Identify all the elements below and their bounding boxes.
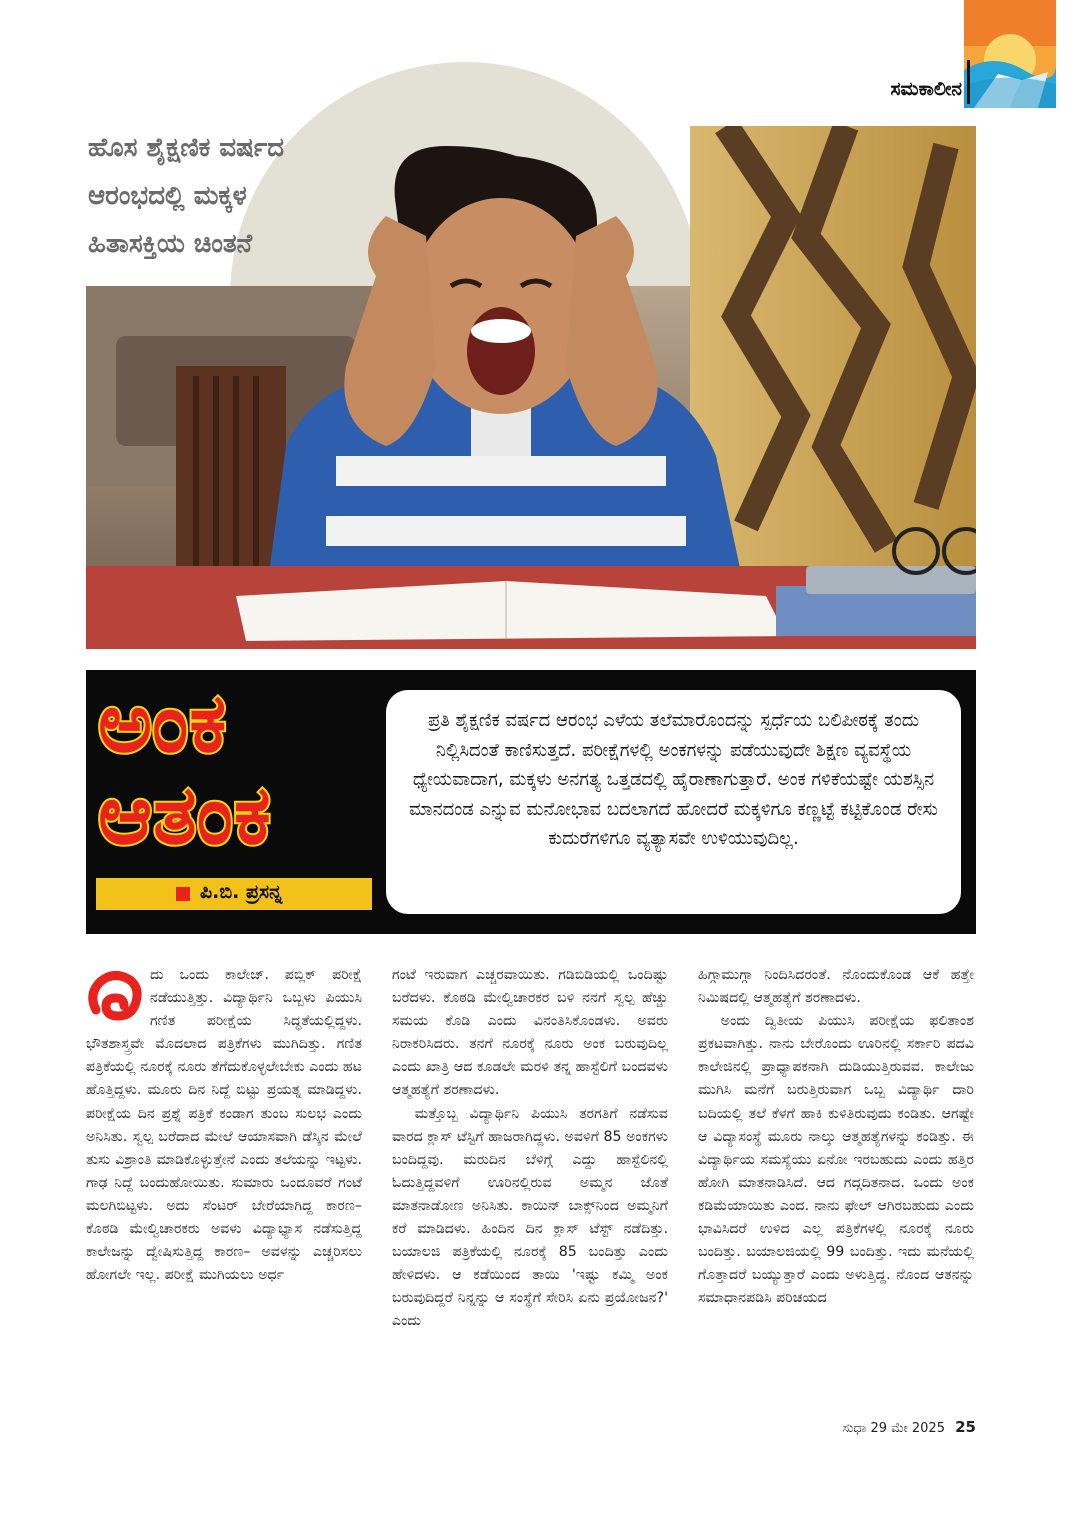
article-teaser: ಪ್ರತಿ ಶೈಕ್ಷಣಿಕ ವರ್ಷದ ಆರಂಭ ಎಳೆಯ ತಲೆಮಾರೊಂದನ್ನು ಸ್ಪರ್ಧೆಯ ಬಲಿಪೀಠಕ್ಕೆ ತಂದು ನಿಲ್ಲಿಸಿದಂತೆ ಕಾಣಿಸುತ್ತದೆ. ಪರೀಕ್ಷೆಗಳಲ್ಲಿ ಅಂಕಗಳನ್ನು ಪಡೆಯುವುದೇ ಶಿಕ್ಷಣ ವ್ಯವಸ್ಥೆಯ ಧ್ಯೇಯವಾದಾಗ, ಮಕ್ಕಳು ಅನಗತ್ಯ ಒತ್ತಡದಲ್ಲಿ ಹೈರಾಣಾಗುತ್ತಾರೆ. ಅಂಕ ಗಳಿಕೆಯಷ್ಟೇ ಯಶಸ್ಸಿನ ಮಾನದಂಡ ಎನ್ನುವ ಮನೋಭಾವ ಬದಲಾಗದೆ ಹೋದರೆ ಮಕ್ಕಳಿಗೂ ಕಣ್ಣಟ್ಟೆ ಕಟ್ಟಿಕೊಂಡ ರೇಸು ಕುದುರೆಗಳಿಗೂ ವ್ಯತ್ಯಾಸವೇ ಉಳಿಯುವುದಿಲ್ಲ. [386, 690, 961, 914]
body-paragraph: ಮತ್ತೊಬ್ಬ ವಿದ್ಯಾರ್ಥಿನಿ ಪಿಯುಸಿ ತರಗತಿಗೆ ನಡೆಸುವ ವಾರದ ಕ್ಲಾಸ್ ಟೆಸ್ಟಿಗೆ ಹಾಜರಾಗಿದ್ದಳು. ಅವಳಿಗೆ 85 ಅಂಕಗಳು ಬಂದಿದ್ದವು. ಮರುದಿನ ಬೆಳಿಗ್ಗೆ ಎದ್ದು ಹಾಸ್ಟೆಲಿನಲ್ಲಿ ಓದುತ್ತಿದ್ದವಳಿಗೆ ಊರಿನಲ್ಲಿರುವ ಅಮ್ಮನ ಜೊತೆ ಮಾತನಾಡೋಣ ಅನಿಸಿತು. ಕಾಯಿನ್ ಬಾಕ್ಸ್‌ನಿಂದ ಅಮ್ಮನಿಗೆ ಕರೆ ಮಾಡಿದಳು. ಹಿಂದಿನ ದಿನ ಕ್ಲಾಸ್ ಟೆಸ್ಟ್ ನಡೆದಿತ್ತು. ಬಯಾಲಜಿ ಪತ್ರಿಕೆಯಲ್ಲಿ ನೂರಕ್ಕೆ 85 ಬಂದಿತ್ತು ಎಂದು ಹೇಳಿದಳು. ಆ ಕಡೆಯಿಂದ ತಾಯಿ 'ಇಷ್ಟು ಕಮ್ಮಿ ಅಂಕ ಬರುವುದಿದ್ದರೆ ನಿನ್ನನ್ನು ಆ ಸಂಸ್ಥೆಗೆ ಸೇರಿಸಿ ಏನು ಪ್ರಯೋಜನ?' ಎಂದು [392, 1105, 668, 1330]
article-headline [98, 678, 378, 862]
byline-bar [96, 878, 372, 910]
headline-banner [86, 670, 976, 934]
page-footer [842, 1418, 976, 1436]
body-paragraph: ಗಂಟೆ ಇರುವಾಗ ಎಚ್ಚರವಾಯಿತು. ಗಡಿಬಿಡಿಯಲ್ಲಿ ಒಂದಿಷ್ಟು ಬರೆದಳು. ಕೊಠಡಿ ಮೇಲ್ವಿಚಾರಕರ ಬಳಿ ನನಗೆ ಸ್ವಲ್ಪ ಹೆಚ್ಚು ಸಮಯ ಕೊಡಿ ಎಂದು ವಿನಂತಿಸಿಕೊಂಡಳು. ಅವರು ನಿರಾಕರಿಸಿದರು. ತನಗೆ ನೂರಕ್ಕೆ ನೂರು ಅಂಕ ಬರುವುದಿಲ್ಲ ಎಂದು ಖಾತ್ರಿ ಆದ ಕೂಡಲೇ ಮರಳಿ ತನ್ನ ಹಾಸ್ಟೆಲಿಗೆ ಬಂದವಳು ಆತ್ಮಹತ್ಯೆಗೆ ಶರಣಾದಳು. [392, 967, 668, 1099]
headline-line-2: ಆತಂಕ [98, 768, 272, 863]
subtitle-line: ಆರಂಭದಲ್ಲಿ ಮಕ್ಕಳ [88, 181, 247, 211]
magazine-logo [964, 0, 1056, 108]
publication-date: ಸುಧಾ 29 ಮೇ 2025 [842, 1421, 945, 1436]
headline-line-1: ಅಂಕ [98, 676, 228, 771]
logo-graphic [964, 0, 1056, 108]
section-label: ಸಮಕಾಲೀನ [846, 78, 962, 100]
page-number: 25 [955, 1418, 976, 1436]
subtitle-line: ಹೊಸ ಶೈಕ್ಷಣಿಕ ವರ್ಷದ [88, 133, 285, 163]
article-body [86, 964, 976, 1394]
article-subtitle [88, 124, 388, 268]
body-paragraph: ದು ಒಂದು ಕಾಲೇಜ್. ಪಬ್ಲಿಕ್ ಪರೀಕ್ಷೆ ನಡೆಯುತ್ತಿತ್ತು. ವಿದ್ಯಾರ್ಥಿನಿ ಒಬ್ಬಳು ಪಿಯುಸಿ ಗಣಿತ ಪರೀಕ್ಷೆಯ ಸಿದ್ಧತೆಯಲ್ಲಿದ್ದಳು. ಭೌತಶಾಸ್ತ್ರವೇ ಮೊದಲಾದ ಪತ್ರಿಕೆಗಳು ಮುಗಿದಿತ್ತು. ಗಣಿತ ಪತ್ರಿಕೆಯಲ್ಲಿ ನೂರಕ್ಕೆ ನೂರು ತೆಗೆದುಕೊಳ್ಳಲೇಬೇಕು ಎಂದು ಹಟ ಹೊತ್ತಿದ್ದಳು. ಮೂರು ದಿನ ನಿದ್ದೆ ಬಿಟ್ಟು ಪ್ರಯತ್ನ ಮಾಡಿದ್ದಳು. ಪರೀಕ್ಷೆಯ ದಿನ ಪ್ರಶ್ನೆ ಪತ್ರಿಕೆ ಕಂಡಾಗ ತುಂಬ ಸುಲಭ ಎಂದು ಅನಿಸಿತು. ಸ್ವಲ್ಪ ಬರೆದಾದ ಮೇಲೆ ಆಯಾಸವಾಗಿ ಡೆಸ್ಕಿನ ಮೇಲೆ ತುಸು ವಿಶ್ರಾಂತಿ ಮಾಡಿಕೊಳ್ಳುತ್ತೇನೆ ಎಂದು ತಲೆಯನ್ನು ಇಟ್ಟಳು. ಗಾಢ ನಿದ್ದೆ ಬಂದುಹೋಯಿತು. ಸುಮಾರು ಒಂದೂವರೆ ಗಂಟೆ ಮಲಗಿಬಿಟ್ಟಳು. ಅದು ಸೆಂಟರ್ ಬೇರೆಯಾಗಿದ್ದ ಕಾರಣ– ಕೊಠಡಿ ಮೇಲ್ವಿಚಾರಕರು ಅವಳು ವಿದ್ಯಾಭ್ಯಾಸ ನಡೆಸುತ್ತಿದ್ದ ಕಾಲೇಜನ್ನು ದ್ವೇಷಿಸುತ್ತಿದ್ದ ಕಾರಣ– ಅವಳನ್ನು ಎಚ್ಚರಿಸಲು ಹೋಗಲೇ ಇಲ್ಲ. ಪರೀಕ್ಷೆ ಮುಗಿಯಲು ಅರ್ಧ [86, 967, 362, 1284]
body-column-2 [392, 964, 668, 1334]
body-paragraph: ಹಿಗ್ಗಾಮುಗ್ಗಾ ನಿಂದಿಸಿದರಂತೆ. ನೊಂದುಕೊಂಡ ಆಕೆ ಹತ್ತೇ ನಿಮಿಷದಲ್ಲಿ ಆತ್ಮಹತ್ಯೆಗೆ ಶರಣಾದಳು. [698, 967, 974, 1007]
body-column-1 [86, 964, 362, 1287]
author-byline: ಪಿ.ಬಿ. ಪ್ರಸನ್ನ [200, 881, 283, 903]
drop-cap-icon [86, 966, 144, 1024]
body-paragraph: ಅಂದು ದ್ವಿತೀಯ ಪಿಯುಸಿ ಪರೀಕ್ಷೆಯ ಫಲಿತಾಂಶ ಪ್ರಕಟವಾಗಿತ್ತು. ನಾನು ಬೇರೊಂದು ಊರಿನಲ್ಲಿ ಸರ್ಕಾರಿ ಪದವಿ ಕಾಲೇಜಿನಲ್ಲಿ ಪ್ರಾಧ್ಯಾಪಕನಾಗಿ ದುಡಿಯುತ್ತಿರುವವ. ಕಾಲೇಜು ಮುಗಿಸಿ ಮನೆಗೆ ಬರುತ್ತಿರುವಾಗ ಒಬ್ಬ ವಿದ್ಯಾರ್ಥಿ ದಾರಿ ಬದಿಯಲ್ಲಿ ತಲೆ ಕೆಳಗೆ ಹಾಕಿ ಕುಳಿತಿರುವುದು ಕಂಡಿತು. ಆಗಷ್ಟೇ ಆ ವಿದ್ಯಾಸಂಸ್ಥೆ ಮೂರು ನಾಲ್ಕು ಆತ್ಮಹತ್ಯೆಗಳನ್ನು ಕಂಡಿತ್ತು. ಈ ವಿದ್ಯಾರ್ಥಿಯ ಸಮಸ್ಯೆಯು ಏನೋ ಇರಬಹುದು ಎಂದು ಹತ್ತಿರ ಹೋಗಿ ಮಾತನಾಡಿಸಿದೆ. ಆದ ಗದ್ಗದಿತನಾದ. ಒಂದು ಅಂಕ ಕಡಿಮೆಯಾಯಿತು ಎಂದ. ನಾನು ಫೇಲ್ ಆಗಿರಬಹುದು ಎಂದು ಭಾವಿಸಿದರೆ ಉಳಿದ ಎಲ್ಲ ಪತ್ರಿಕೆಗಳಲ್ಲಿ ನೂರಕ್ಕೆ ನೂರು ಬಂದಿತ್ತು. ಬಯಾಲಜಿಯಲ್ಲಿ 99 ಬಂದಿತ್ತು. ಇದು ಮನೆಯಲ್ಲಿ ಗೊತ್ತಾದರೆ ಬಯ್ಯುತ್ತಾರೆ ಎಂದು ಅಳುತ್ತಿದ್ದ. ನೊಂದ ಆತನನ್ನು ಸಮಾಧಾನಪಡಿಸಿ ಪರಿಚಯದ [698, 1013, 974, 1307]
subtitle-line: ಹಿತಾಸಕ್ತಿಯ ಚಿಂತನೆ [88, 229, 253, 259]
byline-bullet-icon [176, 887, 190, 901]
body-column-3 [698, 964, 974, 1310]
